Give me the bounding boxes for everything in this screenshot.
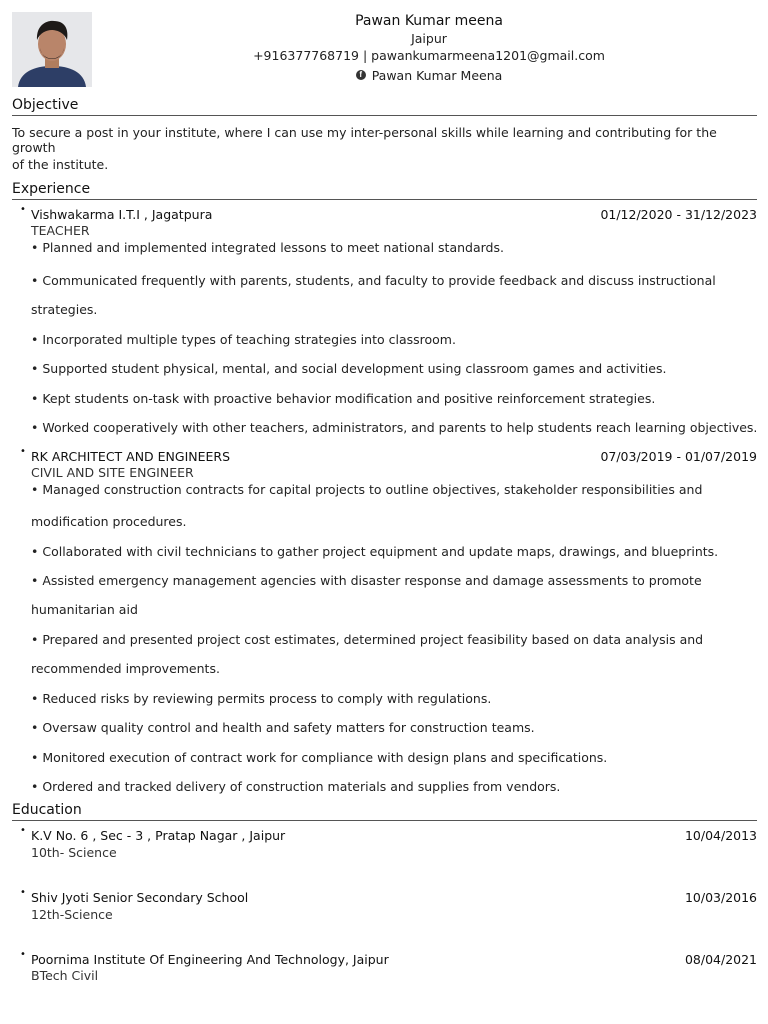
experience-line: • Monitored execution of contract work for compliance with design plans and specifications.	[31, 750, 608, 765]
experience-line: • Managed construction contracts for capital projects to outline objectives, stakeholder responsibilities and	[31, 482, 703, 497]
resume-header	[100, 12, 758, 84]
experience-entry-header	[20, 204, 757, 223]
experience-org: RK ARCHITECT AND ENGINEERS	[31, 449, 231, 464]
experience-role: CIVIL AND SITE ENGINEER	[31, 465, 194, 480]
candidate-name: Pawan Kumar meena	[355, 13, 503, 29]
experience-line: • Supported student physical, mental, and social development using classroom games and activities.	[31, 361, 667, 376]
education-entry-header	[20, 949, 757, 968]
experience-line: • Reduced risks by reviewing permits process to comply with regulations.	[31, 691, 492, 706]
experience-line: recommended improvements.	[31, 661, 220, 676]
experience-role: TEACHER	[31, 223, 90, 238]
education-school: Shiv Jyoti Senior Secondary School	[31, 890, 249, 905]
experience-dates: 01/12/2020 - 31/12/2023	[600, 207, 757, 222]
education-date: 08/04/2021	[684, 952, 757, 967]
education-school: Poornima Institute Of Engineering And Technology, Jaipur	[31, 952, 389, 967]
experience-line: modification procedures.	[31, 514, 187, 529]
objective-line-1: To secure a post in your institute, where I can use my inter-personal skills while learning and contributing for the growth	[12, 125, 717, 155]
bullet-icon: •	[20, 887, 26, 898]
bullet-icon: •	[20, 204, 26, 215]
section-title-education: Education	[12, 802, 757, 821]
bullet-icon: •	[20, 446, 26, 457]
experience-line: • Worked cooperatively with other teachers, administrators, and parents to help students reach learning objectives.	[31, 420, 758, 435]
education-school: K.V No. 6 , Sec - 3 , Pratap Nagar , Jaipur	[31, 828, 286, 843]
objective-line-2: of the institute.	[12, 157, 109, 172]
education-date: 10/03/2016	[684, 890, 757, 905]
experience-line: • Incorporated multiple types of teaching strategies into classroom.	[31, 332, 456, 347]
experience-line: • Assisted emergency management agencies with disaster response and damage assessments to promote	[31, 573, 702, 588]
experience-line: humanitarian aid	[31, 602, 138, 617]
candidate-contact[interactable]: +916377768719 | pawankumarmeena1201@gmail.com	[253, 48, 605, 63]
experience-line: • Ordered and tracked delivery of construction materials and supplies from vendors.	[31, 779, 561, 794]
profile-photo-image	[12, 12, 92, 87]
candidate-city: Jaipur	[411, 31, 447, 46]
facebook-name: Pawan Kumar Meena	[371, 67, 503, 83]
experience-line: • Prepared and presented project cost estimates, determined project feasibility based on data analysis and	[31, 632, 704, 647]
experience-line: • Kept students on-task with proactive behavior modification and positive reinforcement strategies.	[31, 391, 656, 406]
bullet-icon: •	[20, 949, 26, 960]
profile-photo	[12, 12, 92, 87]
section-title-experience: Experience	[12, 181, 757, 200]
experience-line: • Communicated frequently with parents, students, and faculty to provide feedback and discuss instructional	[31, 273, 716, 288]
education-entry-header	[20, 887, 757, 906]
facebook-icon: f	[356, 70, 366, 80]
experience-entry-header	[20, 446, 757, 465]
experience-line: • Planned and implemented integrated lessons to meet national standards.	[31, 240, 504, 255]
education-detail: 10th- Science	[31, 845, 117, 860]
education-detail: 12th-Science	[31, 907, 113, 922]
experience-org: Vishwakarma I.T.I , Jagatpura	[31, 207, 213, 222]
experience-dates: 07/03/2019 - 01/07/2019	[600, 449, 757, 464]
section-title-objective: Objective	[12, 97, 757, 116]
experience-line: • Oversaw quality control and health and safety matters for construction teams.	[31, 720, 535, 735]
facebook-link[interactable]	[356, 67, 503, 84]
education-entry-header	[20, 825, 757, 844]
experience-line: • Collaborated with civil technicians to gather project equipment and update maps, drawings, and blueprints.	[31, 544, 719, 559]
experience-line: strategies.	[31, 302, 98, 317]
bullet-icon: •	[20, 825, 26, 836]
education-date: 10/04/2013	[684, 828, 757, 843]
education-detail: BTech Civil	[31, 968, 99, 983]
